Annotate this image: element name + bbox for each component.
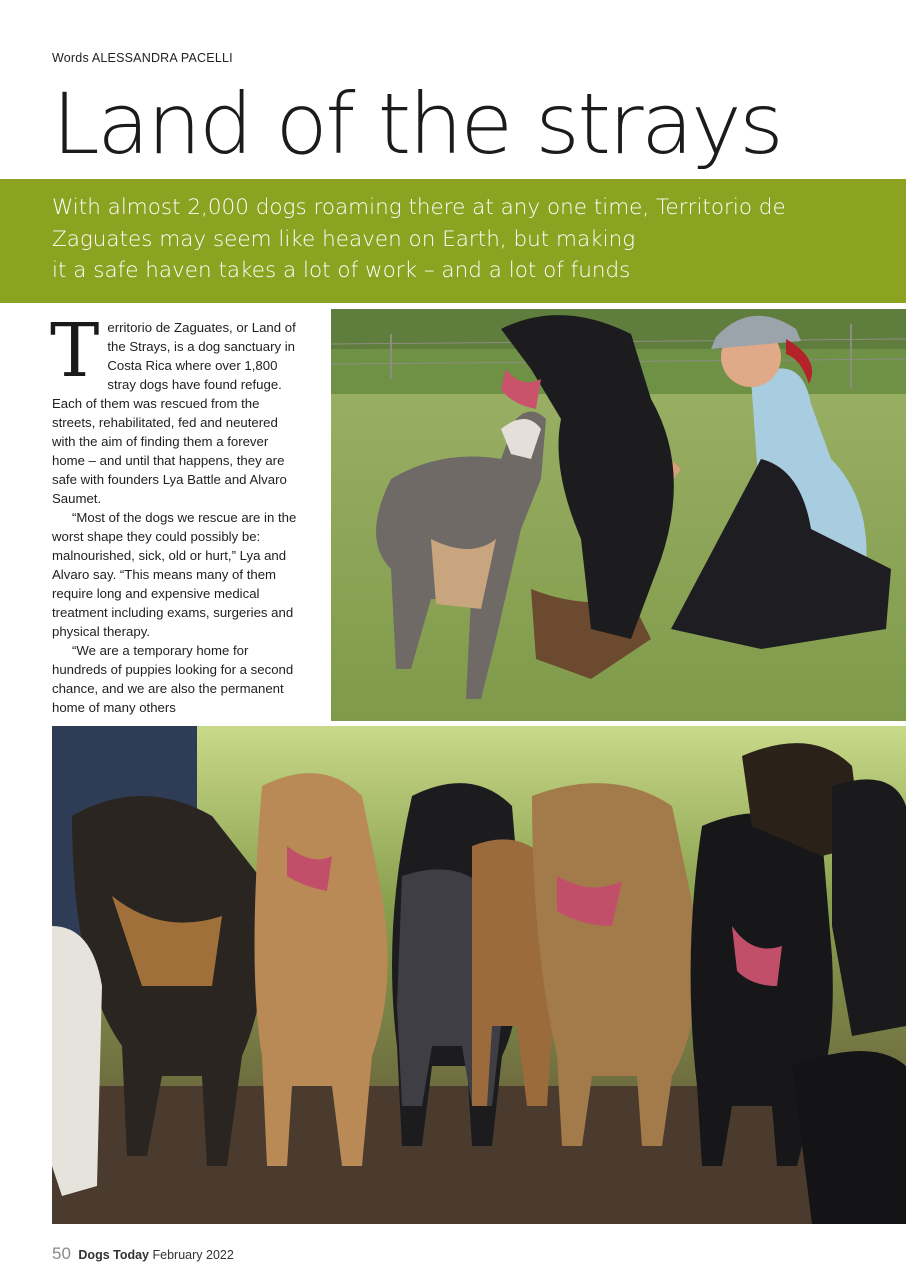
body-column [50,308,300,717]
body-paragraph-3: “We are a temporary home for hundreds of puppies looking for a second chance, and we are also the permanent home of many others [52,643,294,715]
byline: Words ALESSANDRA PACELLI [52,51,233,65]
photo-pack-of-dogs [52,726,906,1224]
standfirst-line-3: it a safe haven takes a lot of work – and a lot of funds [52,258,631,283]
dropcap: T [50,308,100,394]
photo-founder-with-dogs [331,309,906,721]
standfirst-line-2: Zaguates may seem like heaven on Earth, but making [52,226,636,252]
body-paragraph-1-text: erritorio de Zaguates, or Land of the Strays, is a dog sanctuary in Costa Rica where over 1,800 stray dogs have found refuge. Each of them was rescued from the streets, rehabilitated, fed and neutered with the aim of finding them a forever home – and until that happens, they are safe with founders Lya Battle and Alvaro Saumet. [52,320,296,506]
page-number: 50 [52,1244,71,1263]
standfirst-line-1: With almost 2,000 dogs roaming there at any one time, Territorio de [52,195,786,220]
body-paragraph-1 [50,308,300,508]
standfirst [52,192,842,287]
issue-date: February 2022 [152,1248,234,1262]
magazine-name: Dogs Today [78,1248,150,1262]
folio [52,1244,234,1264]
body-paragraph-2: “Most of the dogs we rescue are in the worst shape they could possibly be: malnourished, sick, old or hurt,” Lya and Alvaro say. “This means many of them require long and expensive medical treatment including exams, surgeries and physical therapy. [52,510,297,639]
headline: Land of the strays [52,75,782,173]
